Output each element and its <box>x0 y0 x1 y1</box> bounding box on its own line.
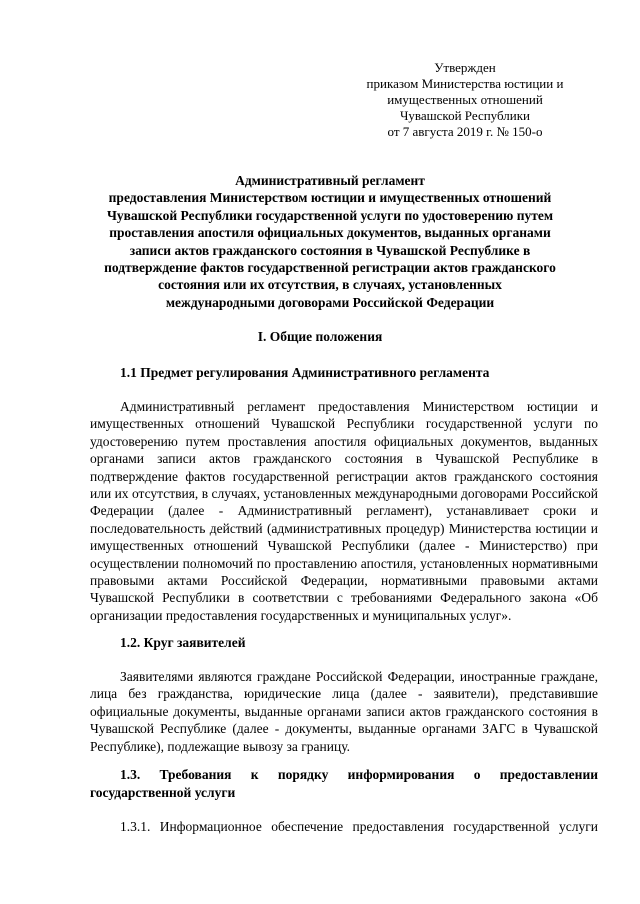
paragraph-1-2: Заявителями являются граждане Российской Федерации, иностранные граждане, лица без гражданства, юридические лица (далее - заявители), представившие официальные документы, выданные органами записи актов гражданского состояния в Чувашской Республике (далее - документы, выданные органами ЗАГС в Чувашской Республике), подлежащие вывозу за границу. <box>90 669 598 754</box>
paragraph-1-1: Административный регламент предоставления Министерством юстиции и имущественных отношений Чувашской Республики государственной услуги по удостоверению путем проставления апостиля официальных документов, выданных органами записи актов гражданского состояния в Чувашской Республике в подтверждение фактов государственной регистрации актов гражданского состояния или их отсутствия, в случаях, установленных международными договорами Российской Федерации (далее - Административный регламент), устанавливает сроки и последовательность действий (административных процедур) Министерства юстиции и имущественных отношений Чувашской Республики (далее - Министерство) при осуществлении полномочий по проставлению апостиля, установленных нормативными правовыми актами Российской Федерации, нормативными правовыми актами Чувашской Республики в соответствии с требованиями Федерального закона «Об организации предоставления государственных и муниципальных услуг». <box>90 399 598 623</box>
title-line: состояния или их отсутствия, в случаях, установленных <box>158 277 502 293</box>
title-line: Чувашской Республики государственной услуги по удостоверению путем <box>106 207 554 223</box>
subsection-heading-1-3: 1.3. Требования к порядку информирования о предоставлении государственной услуги <box>90 767 598 800</box>
title-line: международными договорами Российской Федерации <box>165 294 495 310</box>
approval-stamp <box>340 60 590 140</box>
document-title <box>95 172 565 311</box>
title-line: предоставления Министерством юстиции и имущественных отношений <box>108 190 552 206</box>
subsection-heading-1-2: 1.2. Круг заявителей <box>120 635 246 650</box>
paragraph-1-3-1: 1.3.1. Информационное обеспечение предоставления государственной услуги <box>120 819 598 834</box>
title-line: Административный регламент <box>235 173 425 188</box>
approval-line: приказом Министерства юстиции и <box>366 76 564 91</box>
subsection-heading-1-1: 1.1 Предмет регулирования Административного регламента <box>120 365 490 380</box>
approval-line: от 7 августа 2019 г. № 150-о <box>387 124 543 139</box>
title-line: подтверждение фактов государственной регистрации актов гражданского <box>104 260 556 276</box>
approval-line: имущественных отношений <box>387 92 543 107</box>
approval-line: Чувашской Республики <box>399 108 531 123</box>
section-heading-general: I. Общие положения <box>257 329 383 344</box>
title-line: проставления апостиля официальных документов, выданных органами <box>109 225 551 241</box>
approval-line: Утвержден <box>434 60 496 75</box>
title-line: записи актов гражданского состояния в Чувашской Республике в <box>129 242 531 258</box>
